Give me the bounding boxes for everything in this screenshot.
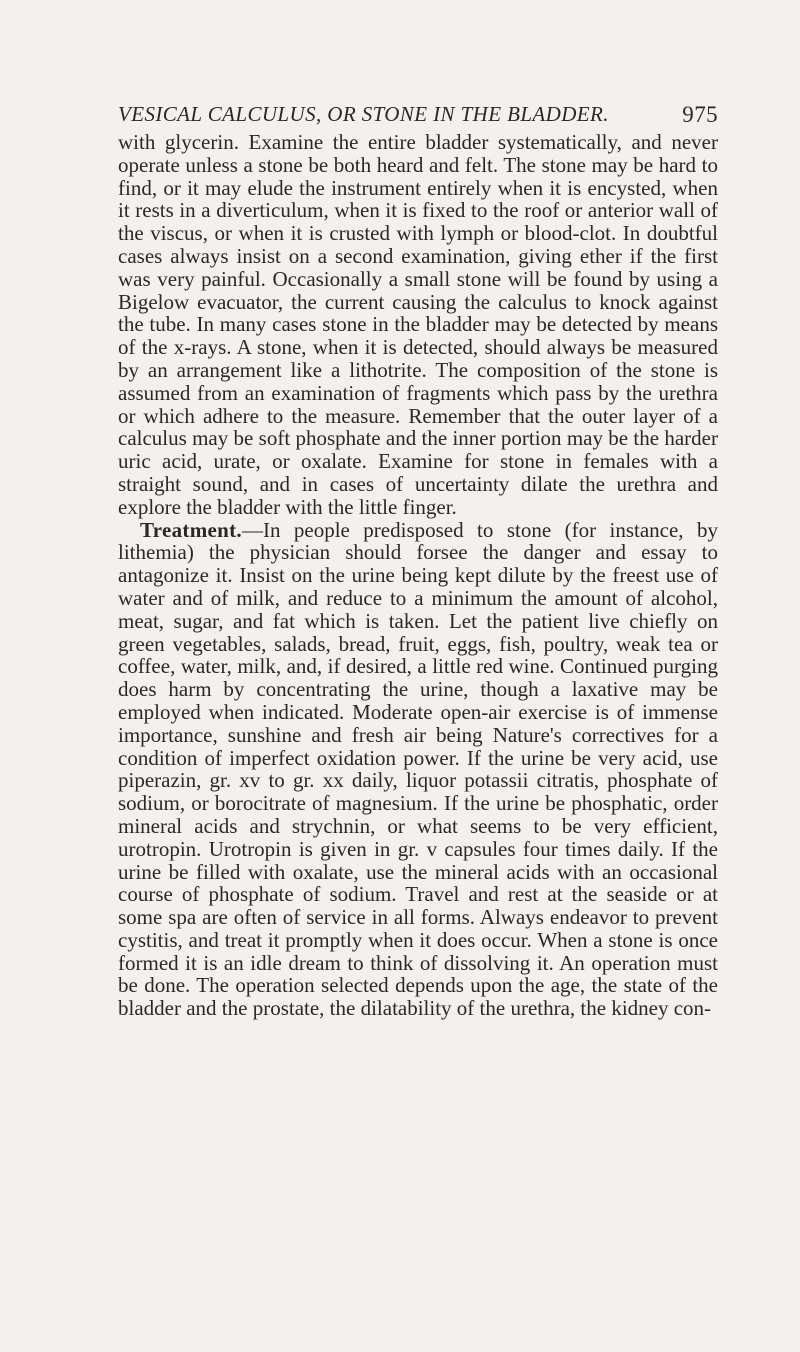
paragraph-diagnosis xyxy=(118,131,718,519)
paragraph-text: with glycerin. Examine the entire bladder systematically, and never operate unless a stone be both heard and felt. The stone may be hard to find, or it may elude the instrument entirely when it is encysted, when it rests in a diverticulum, when it is fixed to the roof or anterior wall of the viscus, or when it is crusted with lymph or blood-clot. In doubtful cases always insist on a second examination, giving ether if the first was very painful. Occasionally a small stone will be found by using a Bigelow evacuator, the current causing the calculus to knock against the tube. In many cases stone in the bladder may be detected by means of the x-rays. A stone, when it is detected, should always be measured by an arrangement like a lithotrite. The composition of the stone is assumed from an examination of fragments which pass by the urethra or which adhere to the measure. Remember that the outer layer of a calculus may be soft phosphate and the inner portion may be the harder uric acid, urate, or oxalate. Examine for stone in females with a straight sound, and in cases of uncertainty dilate the urethra and explore the bladder with the little finger. xyxy=(118,130,718,519)
section-heading-treatment: Treatment. xyxy=(140,517,242,542)
running-head xyxy=(118,102,718,128)
paragraph-treatment xyxy=(118,519,718,1021)
paragraph-text: —In people predisposed to stone (for instance, by lithemia) the physician should forsee the danger and essay to antagonize it. Insist on the urine being kept dilute by the freest use of water and of milk, and reduce to a minimum the amount of alcohol, meat, sugar, and fat which is taken. Let the patient live chiefly on green vegetables, salads, bread, fruit, eggs, fish, poultry, weak tea or coffee, water, milk, and, if desired, a little red wine. Continued purging does harm by concentrating the urine, though a laxative may be employed when indicated. Moderate open-air exercise is of immense importance, sunshine and fresh air being Nature's correctives for a condition of imperfect oxidation power. If the urine be very acid, use piperazin, gr. xv to gr. xx daily, liquor potassii citratis, phosphate of sodium, or borocitrate of magnesium. If the urine be phosphatic, order mineral acids and strychnin, or what seems to be very efficient, urotropin. Urotropin is given in gr. v capsules four times daily. If the urine be filled with oxalate, use the mineral acids with an occasional course of phosphate of sodium. Travel and rest at the seaside or at some spa are often of service in all forms. Always endeavor to prevent cystitis, and treat it promptly when it does occur. When a stone is once formed it is an idle dream to think of dissolving it. An operation must be done. The operation selected depends upon the age, the state of the bladder and the prostate, the dilatability of the urethra, the kidney con- xyxy=(118,517,718,1021)
running-title: VESICAL CALCULUS, OR STONE IN THE BLADDER. xyxy=(118,102,609,126)
page-number: 975 xyxy=(682,102,718,127)
body-text xyxy=(118,131,718,1020)
